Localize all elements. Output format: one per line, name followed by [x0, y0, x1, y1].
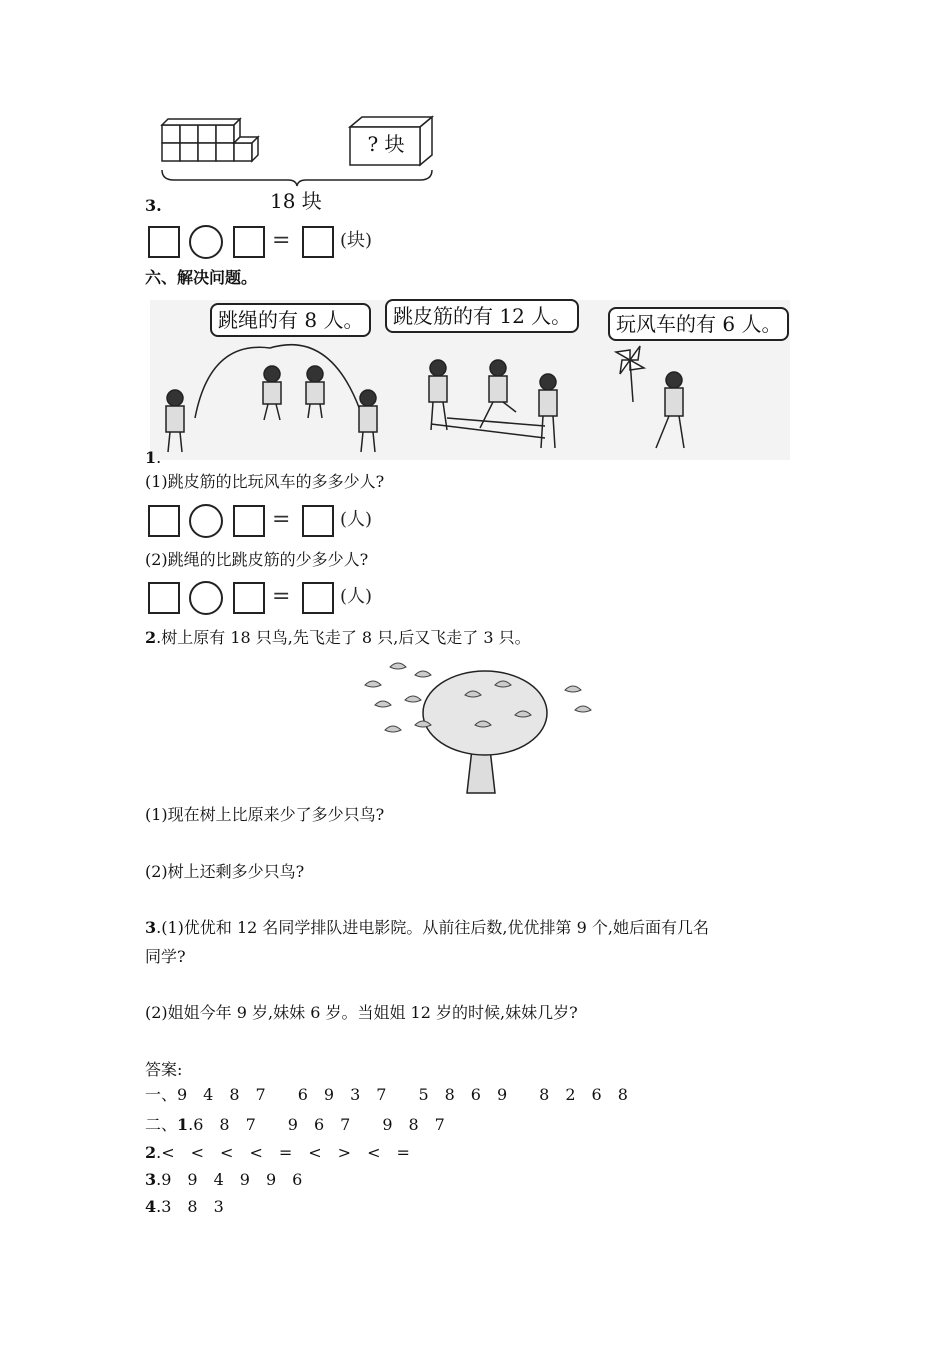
problem3-text-line1: 3.(1)优优和 12 名同学排队进电影院。从前往后数,优优排第 9 个,她后面有几名 — [145, 918, 709, 937]
answer-box-1[interactable] — [148, 226, 180, 258]
p1-sub1-box-1[interactable] — [148, 505, 180, 537]
p1-sub2-operator-circle[interactable] — [189, 581, 223, 615]
answer-box-2[interactable] — [233, 226, 265, 258]
equals-sign: = — [272, 228, 291, 253]
answers-line-1: 一、9 4 8 7 6 9 3 7 5 8 6 9 8 2 6 8 — [145, 1085, 628, 1104]
answers-title: 答案: — [145, 1060, 183, 1079]
p1-sub1-equals: = — [272, 507, 291, 532]
problem1-sub1: (1)跳皮筋的比玩风车的多多少人? — [145, 472, 385, 491]
tree-with-birds-illustration — [355, 655, 600, 795]
total-label: 18 块 — [270, 189, 322, 213]
answers-line-5: 4.3 8 3 — [145, 1197, 224, 1216]
answers-line-4: 3.9 9 4 9 9 6 — [145, 1170, 303, 1189]
speech-bubble-jump-rope: 跳绳的有 8 人。 — [210, 303, 371, 337]
problem2-sub1: (1)现在树上比原来少了多少只鸟? — [145, 805, 385, 824]
problem1-sub2: (2)跳绳的比跳皮筋的少多少人? — [145, 550, 369, 569]
section-title: 六、解决问题。 — [145, 268, 258, 287]
p1-sub2-unit: (人) — [340, 586, 373, 607]
answers-line-3: 2.< < < < = < > < = — [145, 1143, 410, 1162]
p1-sub2-equals: = — [272, 584, 291, 609]
answer-box-result[interactable] — [302, 226, 334, 258]
speech-bubble-rubber-band: 跳皮筋的有 12 人。 — [385, 299, 579, 333]
problem2-sub2: (2)树上还剩多少只鸟? — [145, 862, 305, 881]
speech-bubble-pinwheel: 玩风车的有 6 人。 — [608, 307, 789, 341]
answers-line-2: 二、1.6 8 7 9 6 7 9 8 7 — [145, 1115, 445, 1134]
problem3-sub2: (2)姐姐今年 9 岁,妹妹 6 岁。当姐姐 12 岁的时候,妹妹几岁? — [145, 1003, 578, 1022]
operator-circle[interactable] — [189, 225, 223, 259]
p1-sub2-box-result[interactable] — [302, 582, 334, 614]
p1-sub1-unit: (人) — [340, 509, 373, 530]
unknown-block-label: ? 块 — [367, 132, 405, 156]
p1-sub1-box-result[interactable] — [302, 505, 334, 537]
question-number-3: 3. — [145, 196, 162, 215]
question-number-1: 1. — [145, 448, 162, 467]
total-brace — [160, 168, 435, 188]
p1-sub1-operator-circle[interactable] — [189, 504, 223, 538]
p1-sub1-box-2[interactable] — [233, 505, 265, 537]
p1-sub2-box-1[interactable] — [148, 582, 180, 614]
problem3-text-line2: 同学? — [145, 947, 186, 966]
unit-label: (块) — [340, 230, 373, 251]
block-stack-figure — [160, 115, 270, 167]
p1-sub2-box-2[interactable] — [233, 582, 265, 614]
problem2-text: 2.树上原有 18 只鸟,先飞走了 8 只,后又飞走了 3 只。 — [145, 628, 531, 647]
